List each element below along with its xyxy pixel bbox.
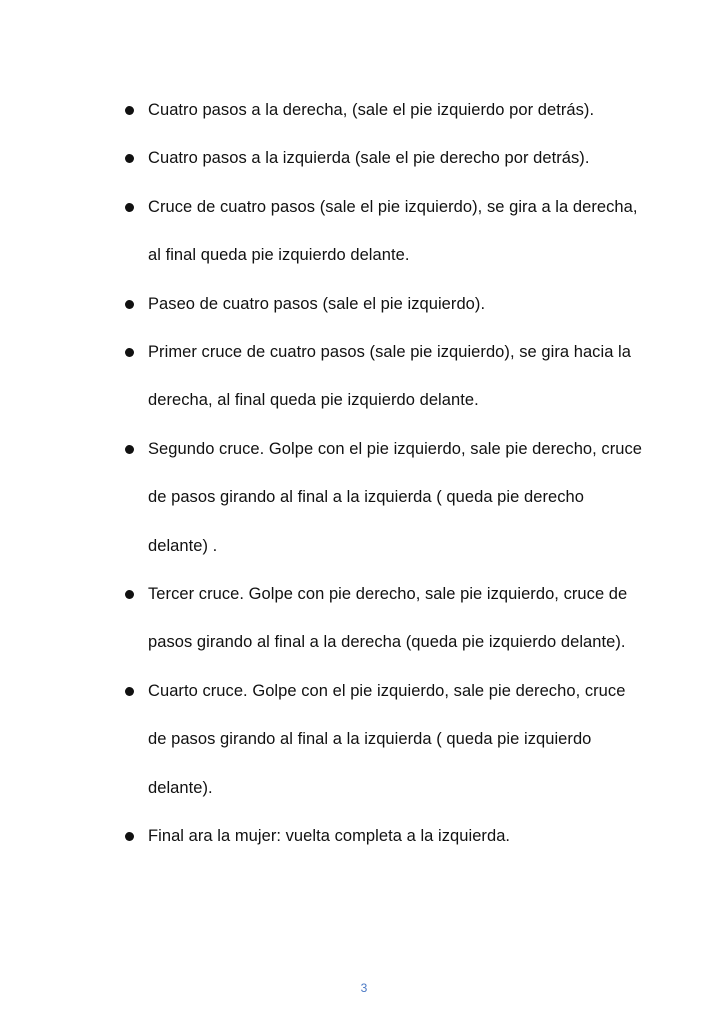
instruction-list bbox=[124, 86, 644, 861]
list-item: Segundo cruce. Golpe con el pie izquierdo, sale pie derecho, cruce de pasos girando al final a la izquierda ( queda pie derecho delante) . bbox=[124, 425, 644, 570]
list-item: Paseo de cuatro pasos (sale el pie izquierdo). bbox=[124, 280, 644, 328]
list-item: Cuatro pasos a la derecha, (sale el pie izquierdo por detrás). bbox=[124, 86, 644, 134]
list-item: Tercer cruce. Golpe con pie derecho, sale pie izquierdo, cruce de pasos girando al final a la derecha (queda pie izquierdo delante). bbox=[124, 570, 644, 667]
page-number: 3 bbox=[360, 981, 368, 995]
list-item: Final ara la mujer: vuelta completa a la izquierda. bbox=[124, 812, 644, 860]
list-item: Cuatro pasos a la izquierda (sale el pie derecho por detrás). bbox=[124, 134, 644, 182]
list-item: Cuarto cruce. Golpe con el pie izquierdo, sale pie derecho, cruce de pasos girando al final a la izquierda ( queda pie izquierdo delante). bbox=[124, 667, 644, 812]
list-item: Cruce de cuatro pasos (sale el pie izquierdo), se gira a la derecha, al final queda pie izquierdo delante. bbox=[124, 183, 644, 280]
list-item: Primer cruce de cuatro pasos (sale pie izquierdo), se gira hacia la derecha, al final queda pie izquierdo delante. bbox=[124, 328, 644, 425]
